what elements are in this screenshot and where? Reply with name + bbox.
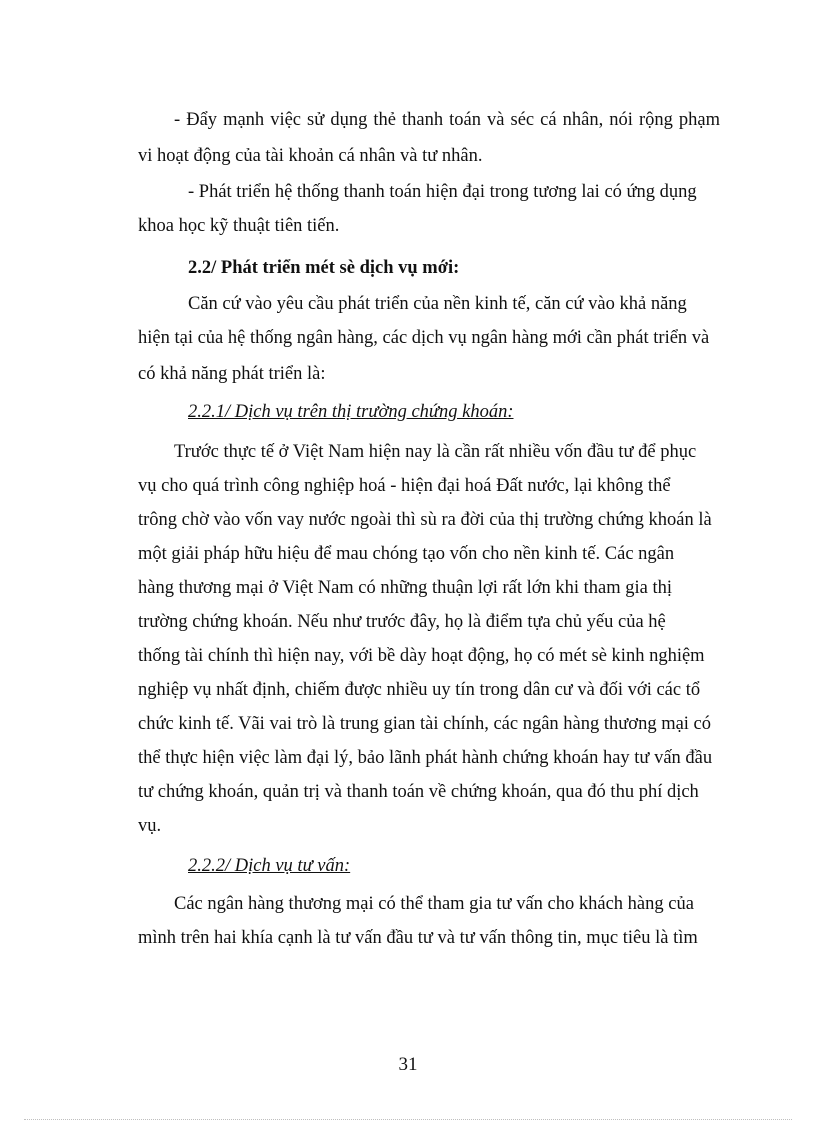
- text-line: trông chờ vào vốn vay nước ngoài thì sù ra đời của thị trường chứng khoán là: [138, 510, 712, 530]
- word: thẻ: [373, 110, 396, 130]
- text-line: [174, 108, 720, 132]
- word: phạm: [678, 110, 720, 130]
- text-line: thể thực hiện việc làm đại lý, bảo lãnh phát hành chứng khoán hay tư vấn đầu: [138, 748, 713, 768]
- text-line: chức kinh tế. Vãi vai trò là trung gian tài chính, các ngân hàng thương mại có: [138, 714, 712, 734]
- text-line: hàng thương mại ở Việt Nam có những thuận lợi rất lớn khi tham gia thị: [138, 578, 673, 598]
- word: séc: [510, 110, 535, 130]
- word: Đẩy: [186, 110, 218, 130]
- word: thanh: [401, 110, 444, 130]
- text-line: nghiệp vụ nhất định, chiếm được nhiều uy tín trong dân cư và đối với các tổ: [138, 680, 701, 700]
- text-line: Các ngân hàng thương mại có thể tham gia tư vấn cho khách hàng của: [174, 894, 694, 914]
- text-line: Trước thực tế ở Việt Nam hiện nay là cần rất nhiều vốn đầu tư để phục: [174, 442, 697, 462]
- subsection-heading: 2.2.1/ Dịch vụ trên thị trường chứng khoán:: [188, 402, 514, 422]
- word: sử: [307, 110, 325, 130]
- word: -: [174, 110, 181, 130]
- text-line: - Phát triển hệ thống thanh toán hiện đại trong tương lai có ứng dụng: [188, 182, 697, 202]
- page-number: 31: [398, 1054, 418, 1075]
- word: cá: [540, 110, 557, 130]
- text-line: có khả năng phát triển là:: [138, 364, 326, 384]
- text-line: vụ cho quá trình công nghiệp hoá - hiện đại hoá Đất nước, lại không thể: [138, 476, 671, 496]
- text-line: trường chứng khoán. Nếu như trước đây, họ là điểm tựa chủ yếu của hệ: [138, 612, 666, 632]
- word: dụng: [330, 110, 368, 130]
- page-bottom-divider: [24, 1119, 792, 1120]
- word: toán: [449, 110, 481, 130]
- word: nói: [609, 110, 633, 130]
- word: rộng: [638, 110, 673, 130]
- text-line: mình trên hai khía cạnh là tư vấn đầu tư và tư vấn thông tin, mục tiêu là tìm: [138, 928, 698, 948]
- text-line: vụ.: [138, 816, 162, 836]
- text-line: thống tài chính thì hiện nay, với bề dày hoạt động, họ có mét sè kinh nghiệm: [138, 646, 705, 666]
- text-line: vi hoạt động của tài khoản cá nhân và tư nhân.: [138, 146, 483, 166]
- subsection-heading: 2.2.2/ Dịch vụ tư vấn:: [188, 856, 351, 876]
- text-line: khoa học kỹ thuật tiên tiến.: [138, 216, 340, 236]
- word: việc: [270, 110, 302, 130]
- text-line: tư chứng khoán, quản trị và thanh toán về chứng khoán, qua đó thu phí dịch: [138, 782, 699, 802]
- word: mạnh: [223, 110, 265, 130]
- word: nhân,: [562, 110, 604, 130]
- word: và: [487, 110, 505, 130]
- text-line: Căn cứ vào yêu cầu phát triển của nền kinh tế, căn cứ vào khả năng: [188, 294, 687, 314]
- text-line: hiện tại của hệ thống ngân hàng, các dịch vụ ngân hàng mới cần phát triển và: [138, 328, 710, 348]
- section-heading: 2.2/ Phát triển mét sè dịch vụ mới:: [188, 258, 460, 278]
- text-line: một giải pháp hữu hiệu để mau chóng tạo vốn cho nền kinh tế. Các ngân: [138, 544, 675, 564]
